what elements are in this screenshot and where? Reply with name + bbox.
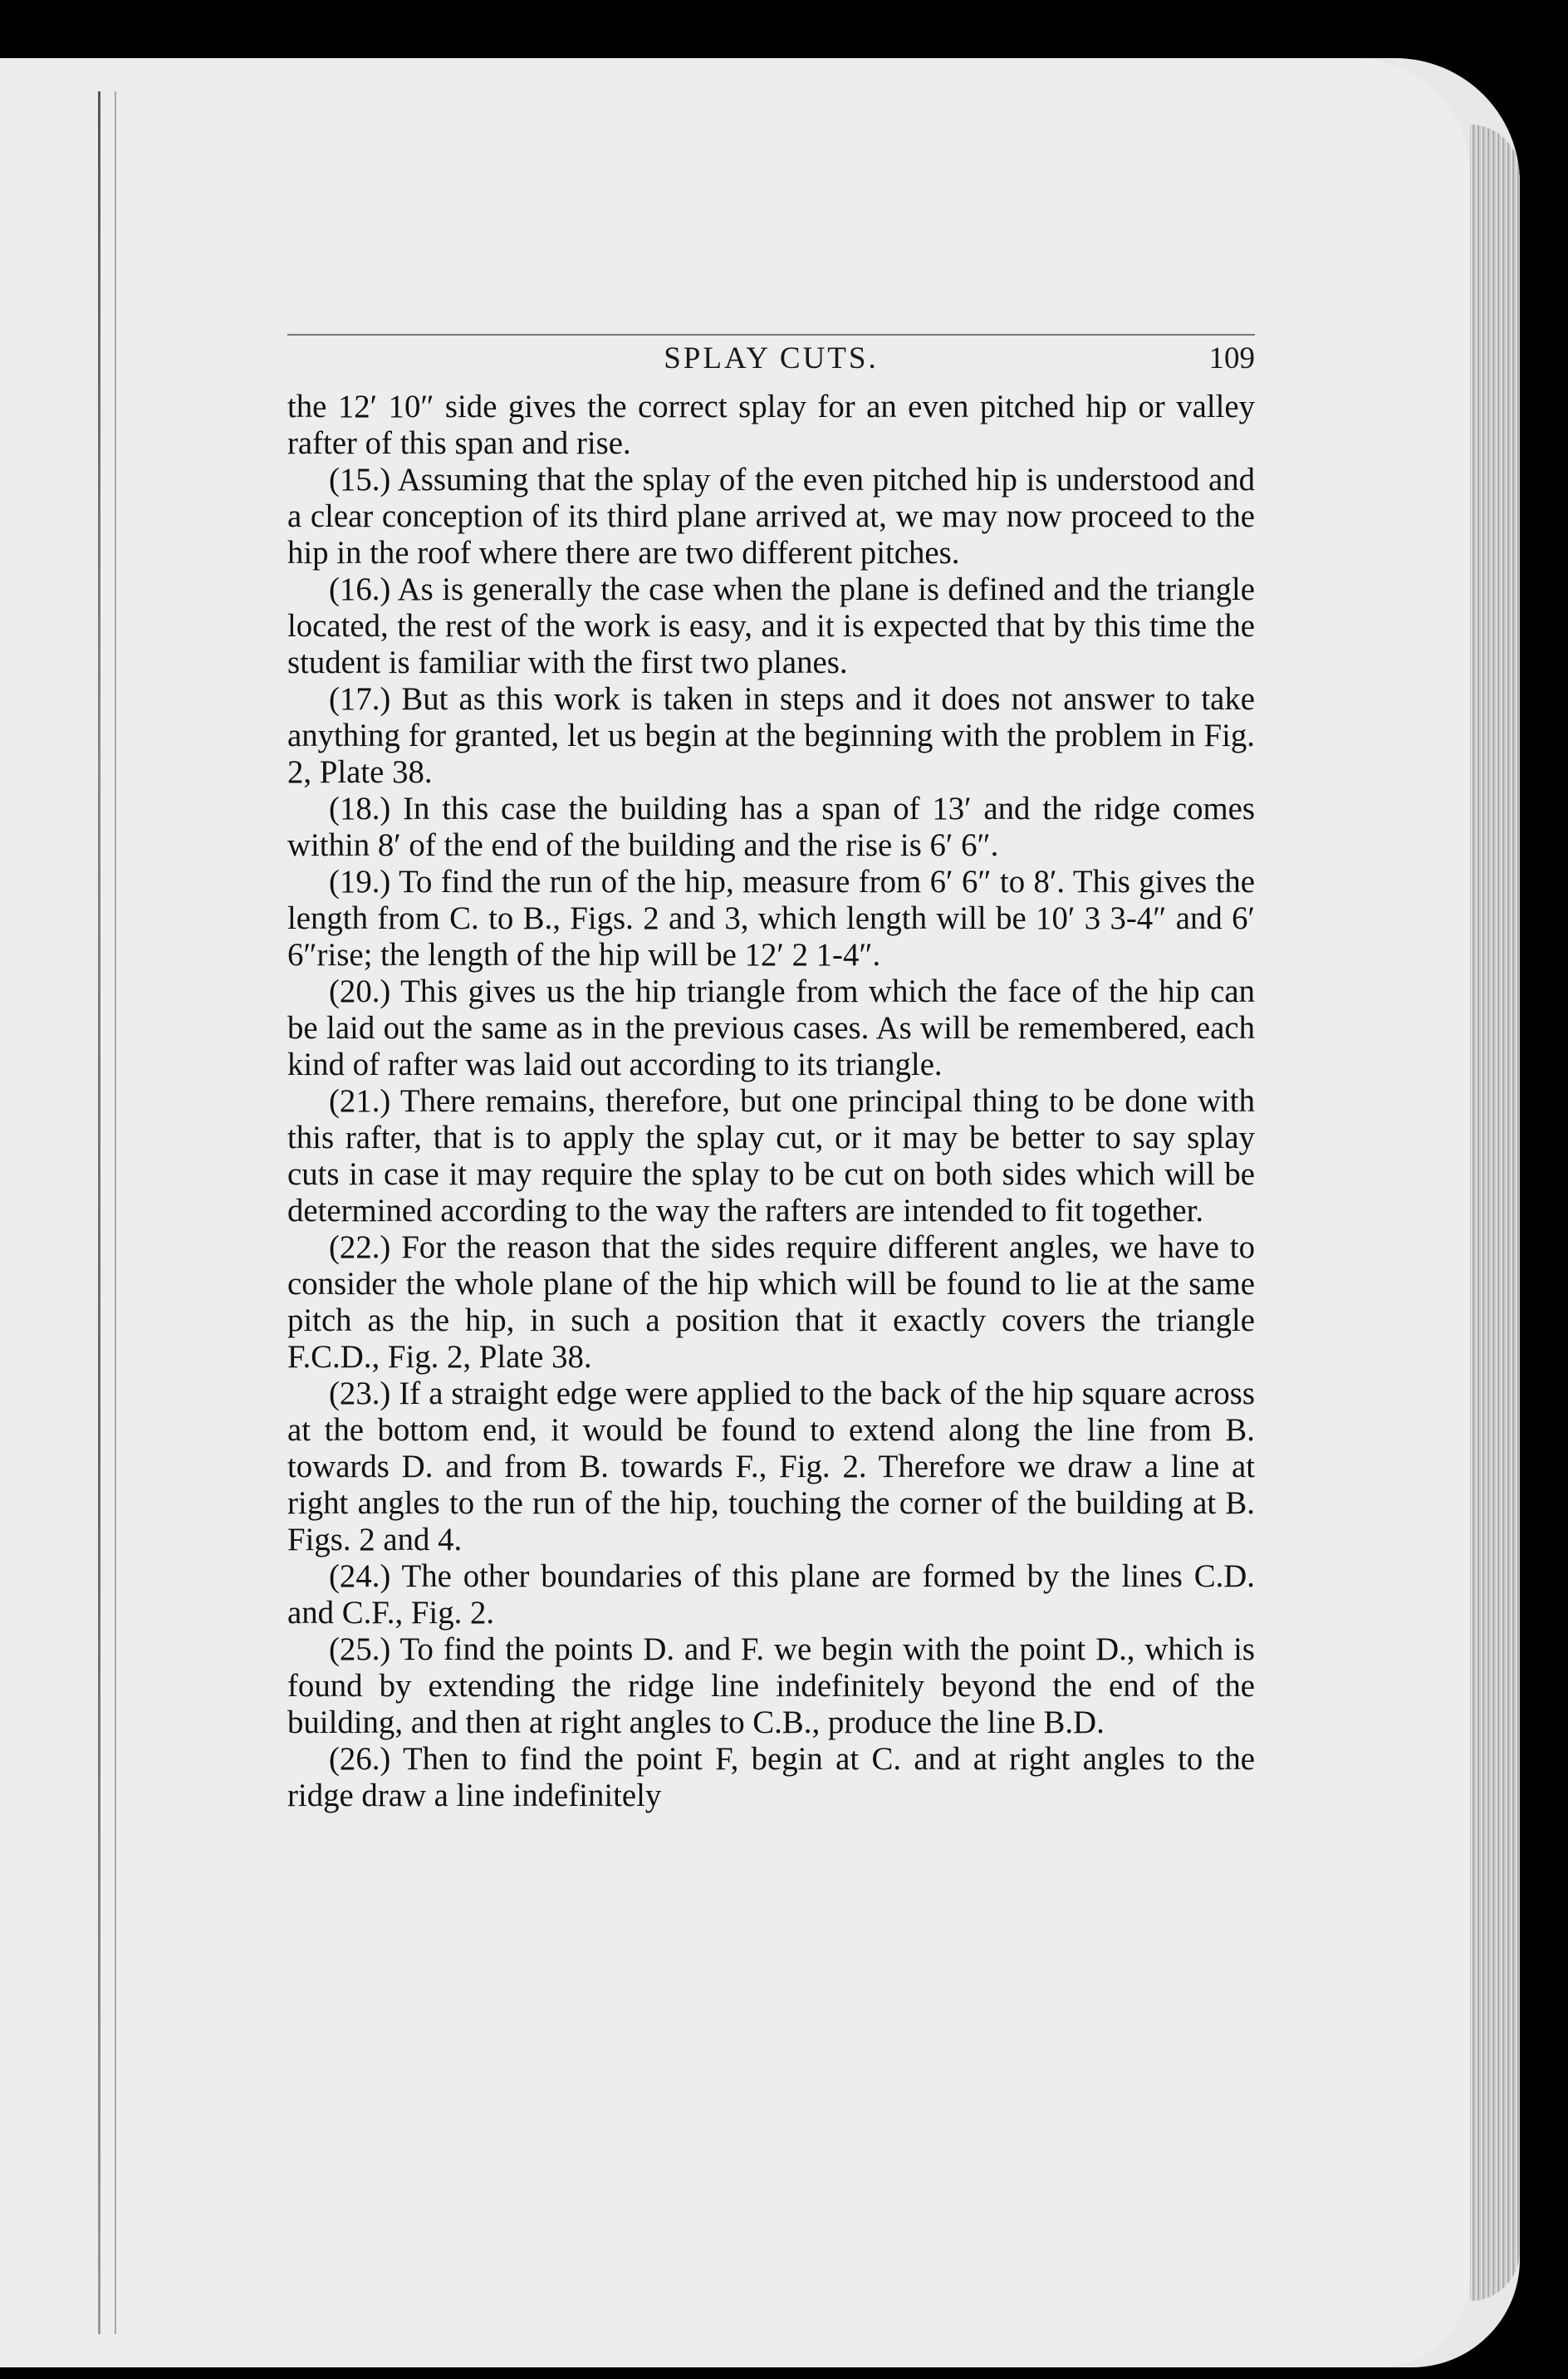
paragraph: (25.) To find the points D. and F. we begin with the point D., which is found by extending the ridge line indefinitely beyond the end of the building, and then at right angles to C.B., produce the line B.D. <box>287 1631 1255 1740</box>
paragraph: (22.) For the reason that the sides require different angles, we have to consider the whole plane of the hip which will be found to lie at the same pitch as the hip, in such a position that it exactly covers the triangle F.C.D., Fig. 2, Plate 38. <box>287 1229 1255 1375</box>
paragraph: (18.) In this case the building has a span of 13′ and the ridge comes within 8′ of the end of the building and the rise is 6′ 6″. <box>287 791 1255 863</box>
body-text <box>287 389 1255 1814</box>
page-edges <box>1470 125 1520 2301</box>
paragraph: (20.) This gives us the hip triangle from which the face of the hip can be laid out the same as in the previous cases. As will be remembered, each kind of rafter was laid out according to its triangle. <box>287 974 1255 1082</box>
paragraph: (23.) If a straight edge were applied to the back of the hip square across at the bottom end, it would be found to extend along the line from B. towards D. and from B. towards F., Fig. 2. Therefore we draw a line at right angles to the run of the hip, touching the corner of the building at B. Figs. 2 and 4. <box>287 1376 1255 1557</box>
paragraph: (26.) Then to find the point F, begin at C. and at right angles to the ridge draw a line indefinitely <box>287 1741 1255 1813</box>
paragraph: (21.) There remains, therefore, but one principal thing to be done with this rafter, that is to apply the splay cut, or it may be better to say splay cuts in case it may require the splay to be cut on both sides which will be determined according to the way the rafters are intended to fit together. <box>287 1083 1255 1229</box>
gutter-line-faint <box>115 91 116 2334</box>
running-head: SPLAY CUTS. <box>664 341 879 375</box>
paragraph: (15.) Assuming that the splay of the even pitched hip is understood and a clear conception of its third plane arrived at, we may now proceed to the hip in the roof where there are two different pitches. <box>287 462 1255 571</box>
gutter-line <box>98 91 100 2334</box>
header-rule <box>287 334 1255 336</box>
page-header <box>287 341 1255 382</box>
paragraph: (19.) To find the run of the hip, measure from 6′ 6″ to 8′. This gives the length from C. to B., Figs. 2 and 3, which length will be 10′ 3 3-4″ and 6′ 6″rise; the length of the hip will be 12′ 2 1-4″. <box>287 864 1255 973</box>
paragraph: (16.) As is generally the case when the plane is defined and the triangle located, the rest of the work is easy, and it is expected that by this time the student is familiar with the first two planes. <box>287 571 1255 680</box>
paragraph: (17.) But as this work is taken in steps and it does not answer to take anything for granted, let us begin at the beginning with the problem in Fig. 2, Plate 38. <box>287 681 1255 790</box>
page-number: 109 <box>1208 341 1255 375</box>
paragraph: (24.) The other boundaries of this plane are formed by the lines C.D. and C.F., Fig. 2. <box>287 1558 1255 1631</box>
paragraph: the 12′ 10″ side gives the correct splay for an even pitched hip or valley rafter of this span and rise. <box>287 389 1255 461</box>
